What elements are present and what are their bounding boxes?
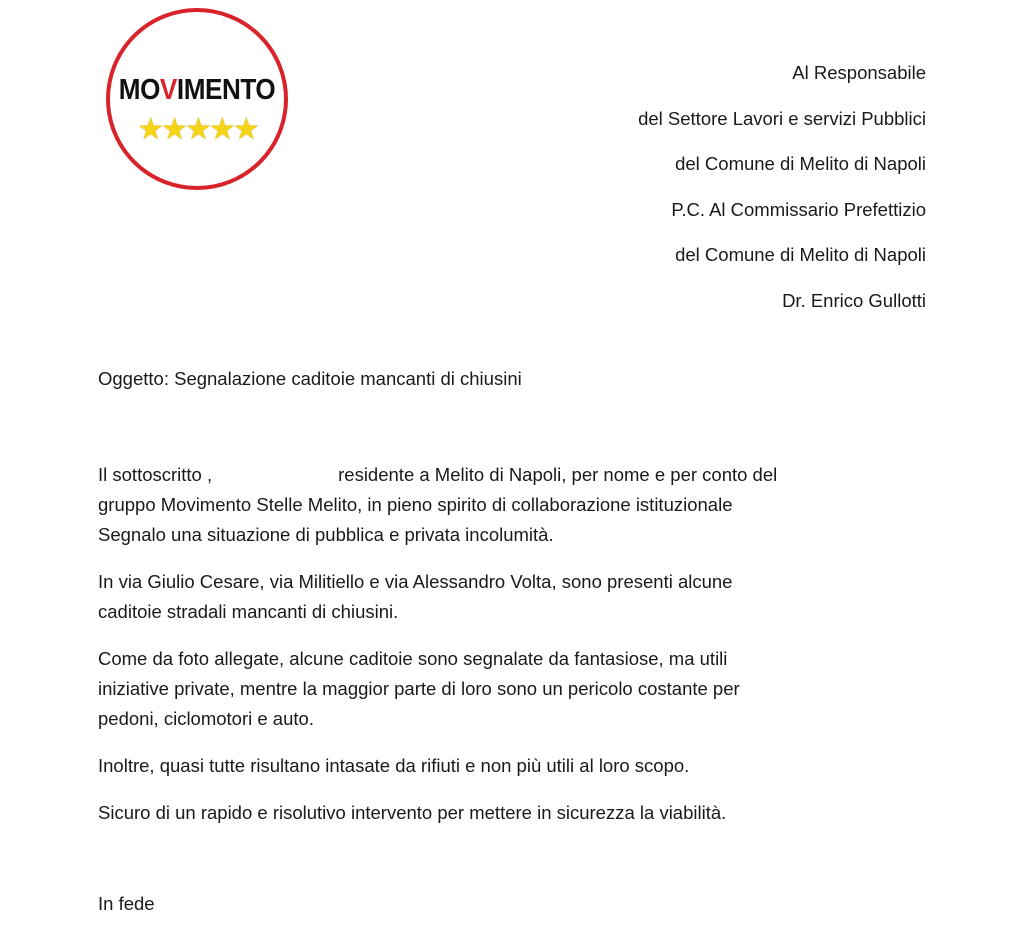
logo-text: MO [118,74,160,106]
star-icons: ★★★★★ [137,113,257,146]
text-line: iniziative private, mentre la maggior parte di loro sono un pericolo costante per [98,678,740,699]
paragraph [98,460,958,550]
recipient-line: del Settore Lavori e servizi Pubblici [638,107,926,129]
text-line: caditoie stradali mancanti di chiusini. [98,601,399,622]
paragraph [98,644,958,734]
recipient-line: P.C. Al Commissario Prefettizio [671,198,926,220]
paragraph [98,567,958,627]
text-line: Sicuro di un rapido e risolutivo intervento per mettere in sicurezza la viabilità. [98,802,727,823]
paragraph [98,798,958,828]
logo-text-v: V [159,74,177,106]
recipient-line: Dr. Enrico Gullotti [782,289,926,311]
text-line [98,460,958,490]
recipient-line: del Comune di Melito di Napoli [675,244,926,265]
recipient-line: Al Responsabile [792,62,926,83]
letter-body [98,460,958,845]
logo-wordmark [119,74,276,107]
text-line: pedoni, ciclomotori e auto. [98,708,314,729]
paragraph [98,751,958,781]
text-line: Inoltre, quasi tutte risultano intasate da rifiuti e non più utili al loro scopo. [98,755,690,776]
logo-text: IMENTO [176,74,276,106]
subject-line: Oggetto: Segnalazione caditoie mancanti di chiusini [98,368,522,389]
recipient-line: del Comune di Melito di Napoli [675,153,926,174]
text-fragment: Il sottoscritto , [98,464,213,485]
text-line: Come da foto allegate, alcune caditoie sono segnalate da fantasiose, ma utili [98,648,728,669]
closing: In fede [98,893,155,914]
movimento-logo [106,8,288,190]
recipient-block [638,50,926,323]
text-line: Segnalo una situazione di pubblica e privata incolumità. [98,524,554,545]
text-fragment: residente a Melito di Napoli, per nome e per conto del [338,464,778,485]
text-line: gruppo Movimento Stelle Melito, in pieno spirito di collaborazione istituzionale [98,494,733,515]
text-line: In via Giulio Cesare, via Militiello e via Alessandro Volta, sono presenti alcune [98,571,733,592]
